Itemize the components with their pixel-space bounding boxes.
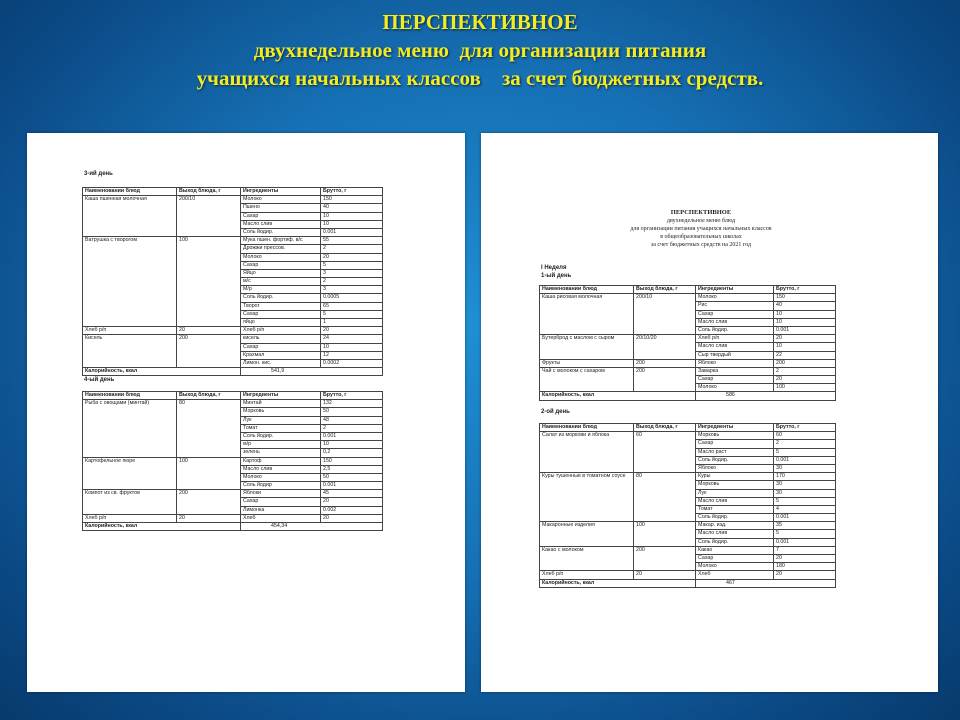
table-header-row [540, 286, 836, 294]
gross-weight-cell: 10 [321, 220, 383, 228]
ingredient-cell: Заварка [696, 367, 774, 375]
gross-weight-cell: 0.001 [321, 432, 383, 440]
ingredient-cell: Томат [696, 505, 774, 513]
gross-weight-cell: 22 [774, 351, 836, 359]
ingredient-cell: Лимонка [241, 506, 321, 514]
gross-weight-cell: 10 [774, 318, 836, 326]
dish-output-cell: 200 [634, 546, 696, 571]
ingredient-cell: Соль йодир. [241, 228, 321, 236]
gross-weight-cell: 65 [321, 302, 383, 310]
col-header-output: Выход блюда, г [177, 392, 241, 400]
calories-row [83, 368, 383, 376]
col-header-ingredient: Ингредиенты [241, 188, 321, 196]
gross-weight-cell: 5 [774, 497, 836, 505]
ingredient-cell: Морковь [241, 408, 321, 416]
ingredient-cell: Какао [696, 546, 774, 554]
ingredient-cell: Сахар [241, 261, 321, 269]
calories-row [540, 579, 836, 587]
dish-name-cell: Хлеб р/п [83, 327, 177, 335]
col-header-gross: Брутто, г [774, 424, 836, 432]
ingredient-cell: Масло слив [241, 220, 321, 228]
dish-name-cell: Куры тушенные в томатном соусе [540, 473, 634, 522]
gross-weight-cell: 100 [774, 384, 836, 392]
dish-output-cell: 100 [177, 457, 241, 490]
gross-weight-cell: 20 [321, 253, 383, 261]
calories-value: 541,9 [241, 368, 383, 376]
day4-label: 4-ый день [84, 377, 115, 383]
ingredient-cell: Молоко [241, 253, 321, 261]
gross-weight-cell: 0.001 [321, 482, 383, 490]
dish-output-cell: 200 [177, 335, 241, 368]
menu-table-day2 [539, 423, 836, 588]
title-line-1: ПЕРСПЕКТИВНОЕ [382, 10, 578, 34]
ingredient-cell: Творог [241, 302, 321, 310]
ingredient-cell: Масло слив [696, 318, 774, 326]
gross-weight-cell: 0.001 [774, 514, 836, 522]
dish-name-cell: Компот из св. фруктов [83, 490, 177, 515]
gross-weight-cell: 2,5 [321, 465, 383, 473]
table-row [83, 457, 383, 465]
col-header-output: Выход блюда, г [634, 424, 696, 432]
day1-label: 1-ый день [541, 273, 572, 279]
doc-header-line-2: двухнедельное меню блюд [666, 218, 736, 224]
gross-weight-cell: 7 [774, 546, 836, 554]
gross-weight-cell: 2 [774, 440, 836, 448]
ingredient-cell: Сахар [241, 498, 321, 506]
gross-weight-cell: 50 [321, 473, 383, 481]
gross-weight-cell: 0.001 [774, 538, 836, 546]
dish-output-cell: 20 [177, 327, 241, 335]
dish-name-cell: Каша пшенная молочная [83, 196, 177, 237]
gross-weight-cell: 10 [774, 343, 836, 351]
gross-weight-cell: 60 [774, 432, 836, 440]
gross-weight-cell: 170 [774, 473, 836, 481]
col-header-dish: Наименовании блюд [83, 392, 177, 400]
dish-output-cell: 200 [634, 359, 696, 367]
table-row [83, 514, 383, 522]
dish-output-cell: 20/10/20 [634, 335, 696, 360]
table-row [540, 546, 836, 554]
col-header-gross: Брутто, г [774, 286, 836, 294]
gross-weight-cell: 0,2 [321, 449, 383, 457]
gross-weight-cell: 0.001 [774, 326, 836, 334]
title-line-2: двухнедельное меню для организации питания [253, 38, 707, 62]
dish-name-cell: Рыба с овощами (минтай) [83, 400, 177, 457]
gross-weight-cell: 35 [774, 522, 836, 530]
calories-value: 454,34 [241, 523, 383, 531]
dish-output-cell: 80 [634, 473, 696, 522]
ingredient-cell: кисель [241, 335, 321, 343]
ingredient-cell: Хлеб р/п [696, 335, 774, 343]
dish-name-cell: Хлеб р/п [540, 571, 634, 579]
gross-weight-cell: 20 [321, 498, 383, 506]
ingredient-cell: Молоко [241, 196, 321, 204]
day4-table-container [82, 391, 383, 531]
dish-output-cell: 20 [177, 514, 241, 522]
dish-output-cell: 100 [634, 522, 696, 547]
gross-weight-cell: 5 [321, 261, 383, 269]
gross-weight-cell: 50 [321, 408, 383, 416]
calories-value: 467 [696, 579, 836, 587]
gross-weight-cell: 10 [321, 343, 383, 351]
slide-title [0, 8, 960, 92]
dish-name-cell: Каша рисовая молочная [540, 294, 634, 335]
table-row [83, 400, 383, 408]
col-header-ingredient: Ингредиенты [696, 424, 774, 432]
ingredient-cell: зелень [241, 449, 321, 457]
ingredient-cell: Сахар [241, 310, 321, 318]
day1-table-container [539, 285, 836, 401]
dish-output-cell: 80 [177, 400, 241, 457]
dish-output-cell: 20 [634, 571, 696, 579]
ingredient-cell: Крахмал [241, 351, 321, 359]
col-header-output: Выход блюда, г [634, 286, 696, 294]
table-row [540, 522, 836, 530]
gross-weight-cell: 132 [321, 400, 383, 408]
gross-weight-cell: 24 [321, 335, 383, 343]
table-header-row [83, 188, 383, 196]
gross-weight-cell: 12 [321, 351, 383, 359]
ingredient-cell: яйцо [241, 319, 321, 327]
calories-row [83, 523, 383, 531]
table-row [540, 473, 836, 481]
ingredient-cell: Дрожжи прессов. [241, 245, 321, 253]
ingredient-cell: Сахар [696, 555, 774, 563]
ingredient-cell: Масло слив [241, 465, 321, 473]
ingredient-cell: Соль йодир. [241, 294, 321, 302]
ingredient-cell: м/с [241, 278, 321, 286]
ingredient-cell: Пшено [241, 204, 321, 212]
dish-name-cell: Какао с молоком [540, 546, 634, 571]
calories-label: Калорийность, ккал [540, 579, 696, 587]
ingredient-cell: Хлеб [241, 514, 321, 522]
ingredient-cell: Сахар [696, 310, 774, 318]
col-header-gross: Брутто, г [321, 188, 383, 196]
table-header-row [540, 424, 836, 432]
dish-name-cell: Салат из моркови и яблока [540, 432, 634, 473]
table-row [540, 359, 836, 367]
ingredient-cell: Яблоко [696, 359, 774, 367]
dish-name-cell: Фрукты [540, 359, 634, 367]
menu-table-day1 [539, 285, 836, 401]
ingredient-cell: Мука пшен. фортиф. в/с [241, 237, 321, 245]
ingredient-cell: Сахар [241, 212, 321, 220]
ingredient-cell: Соль йодир. [696, 538, 774, 546]
dish-name-cell: Ватрушка с творогом [83, 237, 177, 327]
dish-output-cell: 100 [177, 237, 241, 327]
calories-label: Калорийность, ккал [540, 392, 696, 400]
doc-header-line-4: в общеобразовательных школах [660, 234, 742, 240]
gross-weight-cell: 20 [321, 327, 383, 335]
dish-output-cell: 200/10 [177, 196, 241, 237]
calories-row [540, 392, 836, 400]
dish-output-cell: 200 [177, 490, 241, 515]
ingredient-cell: Масло слив [696, 497, 774, 505]
ingredient-cell: Молоко [241, 473, 321, 481]
gross-weight-cell: 0.0002 [321, 359, 383, 367]
col-header-dish: Наименовании блюд [83, 188, 177, 196]
gross-weight-cell: 0.0005 [321, 294, 383, 302]
ingredient-cell: Сахар [696, 376, 774, 384]
gross-weight-cell: 1 [321, 319, 383, 327]
day2-table-container [539, 423, 836, 588]
gross-weight-cell: 0.001 [321, 228, 383, 236]
gross-weight-cell: 0.002 [321, 506, 383, 514]
menu-table-day3 [82, 187, 383, 376]
gross-weight-cell: 2 [321, 424, 383, 432]
doc-header-line-1: ПЕРСПЕКТИВНОЕ [670, 209, 732, 216]
scanned-menu-page-left [27, 133, 465, 692]
dish-output-cell: 200 [634, 367, 696, 392]
dish-name-cell: Бутерброд с маслом с сыром [540, 335, 634, 360]
ingredient-cell: Морковь [696, 432, 774, 440]
gross-weight-cell: 5 [774, 530, 836, 538]
gross-weight-cell: 48 [321, 416, 383, 424]
ingredient-cell: Минтай [241, 400, 321, 408]
day3-table-container [82, 187, 383, 376]
gross-weight-cell: 3 [321, 286, 383, 294]
table-row [83, 327, 383, 335]
gross-weight-cell: 150 [321, 457, 383, 465]
gross-weight-cell: 20 [774, 571, 836, 579]
gross-weight-cell: 4 [774, 505, 836, 513]
gross-weight-cell: 20 [321, 514, 383, 522]
gross-weight-cell: 30 [774, 489, 836, 497]
ingredient-cell: Куры [696, 473, 774, 481]
dish-output-cell: 200/10 [634, 294, 696, 335]
ingredient-cell: Сыр твердый [696, 351, 774, 359]
ingredient-cell: Масло слив [696, 530, 774, 538]
col-header-dish: Наименовании блюд [540, 286, 634, 294]
calories-value: 586 [696, 392, 836, 400]
gross-weight-cell: 2 [774, 367, 836, 375]
gross-weight-cell: 55 [321, 237, 383, 245]
ingredient-cell: Сахар [241, 343, 321, 351]
table-row [540, 571, 836, 579]
ingredient-cell: Яблоки [241, 490, 321, 498]
ingredient-cell: Масло раст [696, 448, 774, 456]
ingredient-cell: Соль йодир [241, 482, 321, 490]
ingredient-cell: Соль йодир. [696, 326, 774, 334]
ingredient-cell: Яблоко [696, 464, 774, 472]
table-row [540, 367, 836, 375]
gross-weight-cell: 30 [774, 481, 836, 489]
table-row [540, 335, 836, 343]
ingredient-cell: Картоф [241, 457, 321, 465]
ingredient-cell: Хлеб р/п [241, 327, 321, 335]
ingredient-cell: Лук [241, 416, 321, 424]
gross-weight-cell: 20 [774, 376, 836, 384]
gross-weight-cell: 3 [321, 269, 383, 277]
ingredient-cell: М/р [241, 286, 321, 294]
gross-weight-cell: 20 [774, 335, 836, 343]
week-label: I Неделя [541, 265, 567, 271]
col-header-ingredient: Ингредиенты [696, 286, 774, 294]
gross-weight-cell: 10 [321, 441, 383, 449]
dish-name-cell: Картофельное пюре [83, 457, 177, 490]
ingredient-cell: Лук [696, 489, 774, 497]
ingredient-cell: Масло слив [696, 343, 774, 351]
table-row [83, 490, 383, 498]
ingredient-cell: Морковь [696, 481, 774, 489]
table-row [83, 237, 383, 245]
gross-weight-cell: 180 [774, 563, 836, 571]
ingredient-cell: Соль йодир. [696, 456, 774, 464]
ingredient-cell: Лимон. кис. [241, 359, 321, 367]
table-row [83, 196, 383, 204]
menu-table-day4 [82, 391, 383, 531]
col-header-gross: Брутто, г [321, 392, 383, 400]
table-row [540, 432, 836, 440]
ingredient-cell: Сахар [696, 440, 774, 448]
gross-weight-cell: 150 [774, 294, 836, 302]
gross-weight-cell: 2 [321, 245, 383, 253]
gross-weight-cell: 45 [321, 490, 383, 498]
table-header-row [83, 392, 383, 400]
gross-weight-cell: 10 [774, 310, 836, 318]
ingredient-cell: Соль йодир. [241, 432, 321, 440]
dish-name-cell: Хлеб р/п [83, 514, 177, 522]
day2-label: 2-ой день [541, 409, 570, 415]
gross-weight-cell: 5 [321, 310, 383, 318]
ingredient-cell: Молоко [696, 294, 774, 302]
gross-weight-cell: 200 [774, 359, 836, 367]
title-line-3: учащихся начальных классов за счет бюджетных средств. [196, 66, 764, 90]
ingredient-cell: м/р [241, 441, 321, 449]
ingredient-cell: Молоко [696, 384, 774, 392]
table-row [83, 335, 383, 343]
gross-weight-cell: 40 [321, 204, 383, 212]
dish-output-cell: 60 [634, 432, 696, 473]
gross-weight-cell: 20 [774, 555, 836, 563]
table-row [540, 294, 836, 302]
gross-weight-cell: 0.001 [774, 456, 836, 464]
ingredient-cell: Хлеб [696, 571, 774, 579]
gross-weight-cell: 40 [774, 302, 836, 310]
day3-label: 3-ий день [84, 171, 113, 177]
ingredient-cell: Яйцо [241, 269, 321, 277]
gross-weight-cell: 5 [774, 448, 836, 456]
gross-weight-cell: 150 [321, 196, 383, 204]
ingredient-cell: Соль йодир. [696, 514, 774, 522]
col-header-output: Выход блюда, г [177, 188, 241, 196]
gross-weight-cell: 10 [321, 212, 383, 220]
doc-header [541, 209, 861, 249]
scanned-menu-page-right [481, 133, 938, 692]
col-header-ingredient: Ингредиенты [241, 392, 321, 400]
ingredient-cell: Рис [696, 302, 774, 310]
doc-header-line-5: за счет бюджетных средств на 2021 год [650, 242, 752, 248]
dish-name-cell: Макаронные изделия [540, 522, 634, 547]
calories-label: Калорийность, ккал [83, 523, 241, 531]
ingredient-cell: Томат [241, 424, 321, 432]
dish-name-cell: Кисель [83, 335, 177, 368]
gross-weight-cell: 30 [774, 464, 836, 472]
col-header-dish: Наименовании блюд [540, 424, 634, 432]
gross-weight-cell: 2 [321, 278, 383, 286]
dish-name-cell: Чай с молоком с сахаром [540, 367, 634, 392]
ingredient-cell: Молоко [696, 563, 774, 571]
doc-header-line-3: для организации питания учащихся начальных классов [630, 226, 772, 232]
calories-label: Калорийность, ккал [83, 368, 241, 376]
ingredient-cell: Макар. изд. [696, 522, 774, 530]
